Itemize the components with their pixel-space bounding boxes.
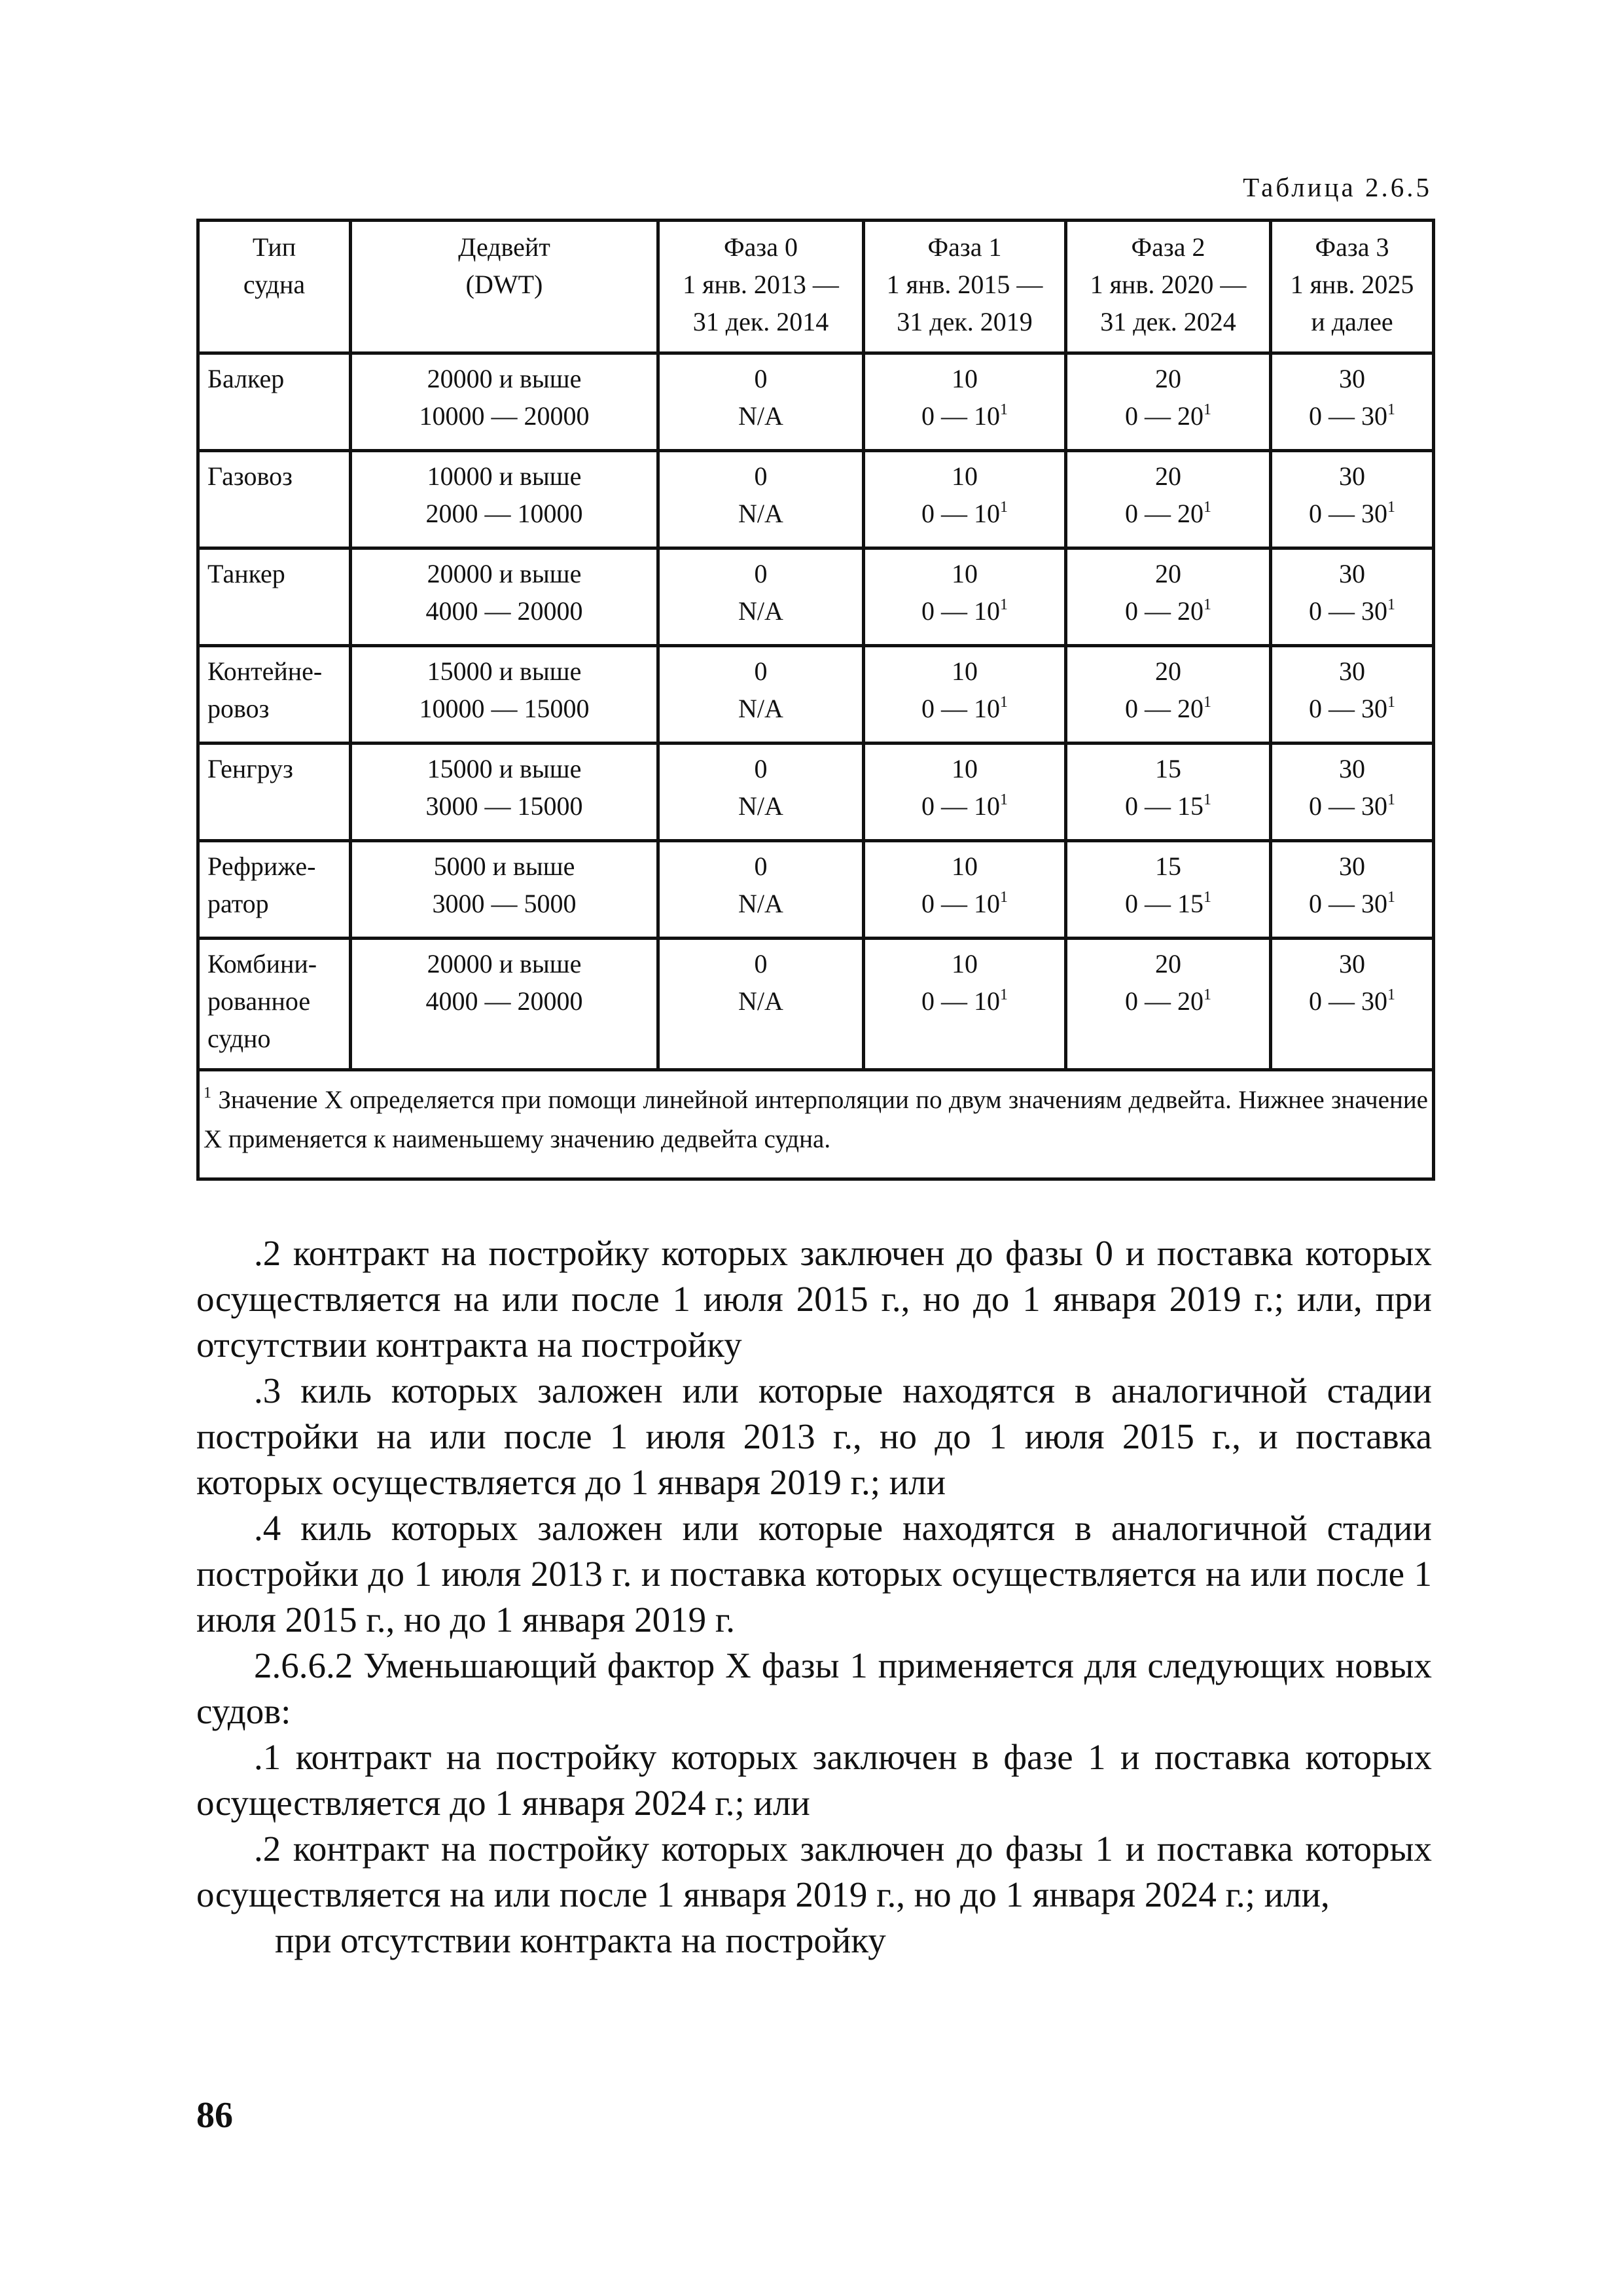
phase-3-cell: 30 0 — $30^1$ xyxy=(1271,548,1434,646)
ship-type-cell: Рефриже- ратор xyxy=(198,841,351,939)
footnote-ref: 1 xyxy=(1204,596,1211,613)
ship-types-table xyxy=(196,219,1435,1181)
phase-1-cell: 10 0 — $10^1$ xyxy=(864,451,1066,548)
dwt-cell: 20000 и выше 4000 — 20000 xyxy=(351,939,658,1070)
table-row xyxy=(198,744,1434,841)
header-cell: Фаза 3 1 янв. 2025 и далее xyxy=(1271,221,1434,353)
phase-0-cell: 0 N/A xyxy=(658,548,864,646)
footnote-ref: 1 xyxy=(1387,791,1395,808)
phase-2-cell: 15 0 — $15^1$ xyxy=(1066,744,1271,841)
phase-3-cell: 30 0 — $30^1$ xyxy=(1271,744,1434,841)
table-header-row xyxy=(198,221,1434,353)
footnote-ref: 1 xyxy=(1204,889,1211,906)
phase-0-cell: 0 N/A xyxy=(658,744,864,841)
table-row xyxy=(198,841,1434,939)
footnote-text: Значение X определяется при помощи линейной интерполяции по двум значениям дедвейта. Нижнее значение X применяется к наименьшему значению дедвейта судна. xyxy=(204,1086,1428,1153)
phase-2-cell: 20 0 — $20^1$ xyxy=(1066,451,1271,548)
footnote-ref: 1 xyxy=(1387,889,1395,906)
phase-3-cell: 30 0 — $30^1$ xyxy=(1271,646,1434,744)
footnote-ref: 1 xyxy=(1000,596,1008,613)
phase-2-cell: 15 0 — $15^1$ xyxy=(1066,841,1271,939)
body-text xyxy=(196,1230,1432,1964)
phase-1-cell: 10 0 — $10^1$ xyxy=(864,548,1066,646)
table-footnote-row xyxy=(198,1070,1434,1179)
footnote-ref: 1 xyxy=(1387,986,1395,1003)
footnote-ref: 1 xyxy=(1000,401,1008,418)
phase-1-cell: 10 0 — $10^1$ xyxy=(864,744,1066,841)
phase-1-cell: 10 0 — $10^1$ xyxy=(864,939,1066,1070)
footnote-ref: 1 xyxy=(1000,499,1008,516)
dwt-cell: 20000 и выше 10000 — 20000 xyxy=(351,353,658,451)
footnote-ref: 1 xyxy=(1204,986,1211,1003)
header-cell: Тип судна xyxy=(198,221,351,353)
phase-3-cell: 30 0 — $30^1$ xyxy=(1271,451,1434,548)
footnote-mark: 1 xyxy=(204,1085,211,1102)
footnote-ref: 1 xyxy=(1204,694,1211,711)
table-row xyxy=(198,353,1434,451)
phase-0-cell: 0 N/A xyxy=(658,841,864,939)
footnote-ref: 1 xyxy=(1000,694,1008,711)
paragraph: .3 киль которых заложен или которые находятся в аналогичной стадии постройки на или после 1 июля 2013 г., но до 1 июля 2015 г., и поставка которых осуществляется до 1 января 2019 г.; или xyxy=(196,1371,1432,1502)
phase-2-cell: 20 0 — $20^1$ xyxy=(1066,353,1271,451)
table-row xyxy=(198,939,1434,1070)
phase-1-cell: 10 0 — $10^1$ xyxy=(864,353,1066,451)
dwt-cell: 10000 и выше 2000 — 10000 xyxy=(351,451,658,548)
phase-3-cell: 30 0 — $30^1$ xyxy=(1271,353,1434,451)
header-cell: Фаза 2 1 янв. 2020 — 31 дек. 2024 xyxy=(1066,221,1271,353)
ship-type-cell: Танкер xyxy=(198,548,351,646)
footnote-ref: 1 xyxy=(1204,791,1211,808)
paragraph: 2.6.6.2 Уменьшающий фактор X фазы 1 применяется для следующих новых судов: xyxy=(196,1645,1432,1731)
dwt-cell: 5000 и выше 3000 — 5000 xyxy=(351,841,658,939)
ship-type-cell: Комбини- рованное судно xyxy=(198,939,351,1070)
paragraph-continuation: при отсутствии контракта на постройку xyxy=(275,1920,886,1960)
phase-0-cell: 0 N/A xyxy=(658,939,864,1070)
phase-3-cell: 30 0 — $30^1$ xyxy=(1271,841,1434,939)
dwt-cell: 15000 и выше 10000 — 15000 xyxy=(351,646,658,744)
phase-2-cell: 20 0 — $20^1$ xyxy=(1066,548,1271,646)
footnote-ref: 1 xyxy=(1000,986,1008,1003)
ship-type-cell: Контейне- ровоз xyxy=(198,646,351,744)
phase-0-cell: 0 N/A xyxy=(658,451,864,548)
ship-type-cell: Газовоз xyxy=(198,451,351,548)
phase-3-cell: 30 0 — $30^1$ xyxy=(1271,939,1434,1070)
dwt-cell: 20000 и выше 4000 — 20000 xyxy=(351,548,658,646)
footnote-ref: 1 xyxy=(1387,694,1395,711)
phase-1-cell: 10 0 — $10^1$ xyxy=(864,646,1066,744)
table-footnote xyxy=(198,1070,1434,1179)
dwt-cell: 15000 и выше 3000 — 15000 xyxy=(351,744,658,841)
header-cell: Фаза 1 1 янв. 2015 — 31 дек. 2019 xyxy=(864,221,1066,353)
footnote-ref: 1 xyxy=(1204,401,1211,418)
ship-type-cell: Генгруз xyxy=(198,744,351,841)
table-row xyxy=(198,646,1434,744)
table-row xyxy=(198,451,1434,548)
paragraph: .2 контракт на постройку которых заключен до фазы 0 и поставка которых осуществляется на или после 1 июля 2015 г., но до 1 января 2019 г.; или, при отсутствии контракта на постройку xyxy=(196,1233,1432,1365)
footnote-ref: 1 xyxy=(1000,889,1008,906)
phase-2-cell: 20 0 — $20^1$ xyxy=(1066,646,1271,744)
phase-2-cell: 20 0 — $20^1$ xyxy=(1066,939,1271,1070)
paragraph: .1 контракт на постройку которых заключен в фазе 1 и поставка которых осуществляется до 1 января 2024 г.; или xyxy=(196,1737,1432,1823)
phase-0-cell: 0 N/A xyxy=(658,646,864,744)
phase-0-cell: 0 N/A xyxy=(658,353,864,451)
phase-1-cell: 10 0 — $10^1$ xyxy=(864,841,1066,939)
footnote-ref: 1 xyxy=(1204,499,1211,516)
paragraph: .2 контракт на постройку которых заключен до фазы 1 и поставка которых осуществляется на или после 1 января 2019 г., но до 1 января 2024 г.; или, xyxy=(196,1829,1432,1914)
footnote-ref: 1 xyxy=(1387,401,1395,418)
footnote-ref: 1 xyxy=(1000,791,1008,808)
header-cell: Фаза 0 1 янв. 2013 — 31 дек. 2014 xyxy=(658,221,864,353)
table-row xyxy=(198,548,1434,646)
ship-type-cell: Балкер xyxy=(198,353,351,451)
page-number: 86 xyxy=(196,2095,233,2136)
footnote-ref: 1 xyxy=(1387,499,1395,516)
header-cell: Дедвейт (DWT) xyxy=(351,221,658,353)
paragraph: .4 киль которых заложен или которые находятся в аналогичной стадии постройки до 1 июля 2013 г. и поставка которых осуществляется на или после 1 июля 2015 г., но до 1 января 2019 г. xyxy=(196,1508,1432,1640)
table-caption: Таблица 2.6.5 xyxy=(1243,172,1432,202)
footnote-ref: 1 xyxy=(1387,596,1395,613)
